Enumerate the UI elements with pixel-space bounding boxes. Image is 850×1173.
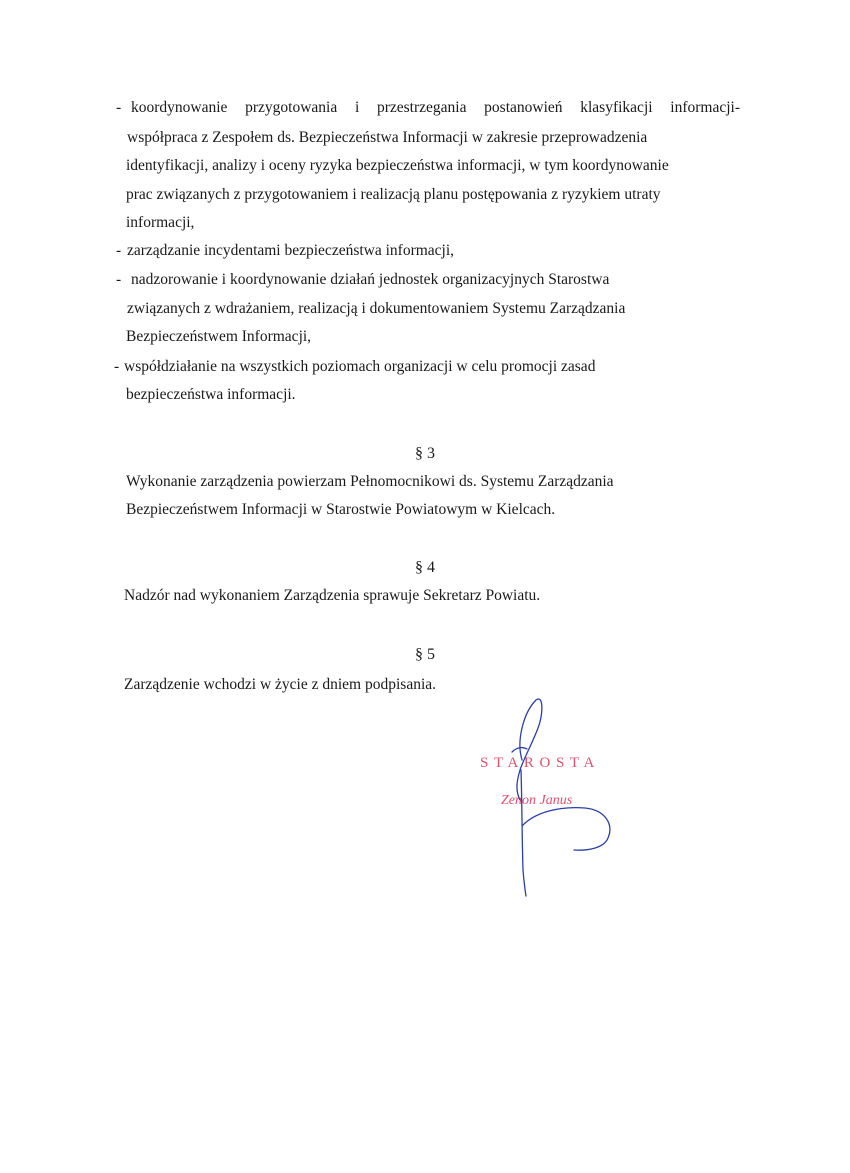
section-4-heading: § 4 (415, 559, 435, 576)
list-item-1-line-3: identyfikacji, analizy i oceny ryzyka bezpieczeństwa informacji, w tym koordynowanie (126, 157, 669, 174)
section-3-line-2: Bezpieczeństwem Informacji w Starostwie Powiatowym w Kielcach. (126, 501, 556, 518)
stamp-title: STAROSTA (480, 755, 600, 771)
section-5-line-1: Zarządzenie wchodzi w życie z dniem podpisania. (124, 676, 437, 693)
list-dash: - (116, 271, 122, 288)
list-item-2-line-1: zarządzanie incydentami bezpieczeństwa informacji, (127, 242, 455, 259)
list-item-1-line-2: współpraca z Zespołem ds. Bezpieczeństwa Informacji w zakresie przeprowadzenia (127, 129, 648, 146)
list-item-3-line-3: Bezpieczeństwem Informacji, (126, 328, 312, 345)
list-item-3-line-2: związanych z wdrażaniem, realizacją i dokumentowaniem Systemu Zarządzania (127, 300, 626, 317)
section-4-line-1: Nadzór nad wykonaniem Zarządzenia sprawuje Sekretarz Powiatu. (124, 587, 541, 604)
section-3-heading: § 3 (415, 445, 435, 462)
list-item-1-line-5: informacji, (126, 214, 195, 231)
stamp-name: Zenon Janus (501, 793, 573, 808)
list-item-4-line-2: bezpieczeństwa informacji. (126, 386, 296, 403)
list-dash: - (116, 242, 122, 259)
list-item-1-line-4: prac związanych z przygotowaniem i realizacją planu postępowania z ryzykiem utraty (126, 186, 661, 203)
list-dash: - (116, 99, 122, 116)
list-item-4-line-1: współdziałanie na wszystkich poziomach organizacji w celu promocji zasad (124, 358, 596, 375)
list-dash: - (114, 358, 120, 375)
section-3-line-1: Wykonanie zarządzenia powierzam Pełnomocnikowi ds. Systemu Zarządzania (126, 473, 614, 490)
list-item-1-line-1: koordynowanie przygotowania i przestrzegania postanowień klasyfikacji informacji- (131, 99, 740, 116)
section-5-heading: § 5 (415, 646, 435, 663)
list-item-3-line-1: nadzorowanie i koordynowanie działań jednostek organizacyjnych Starostwa (131, 271, 610, 288)
